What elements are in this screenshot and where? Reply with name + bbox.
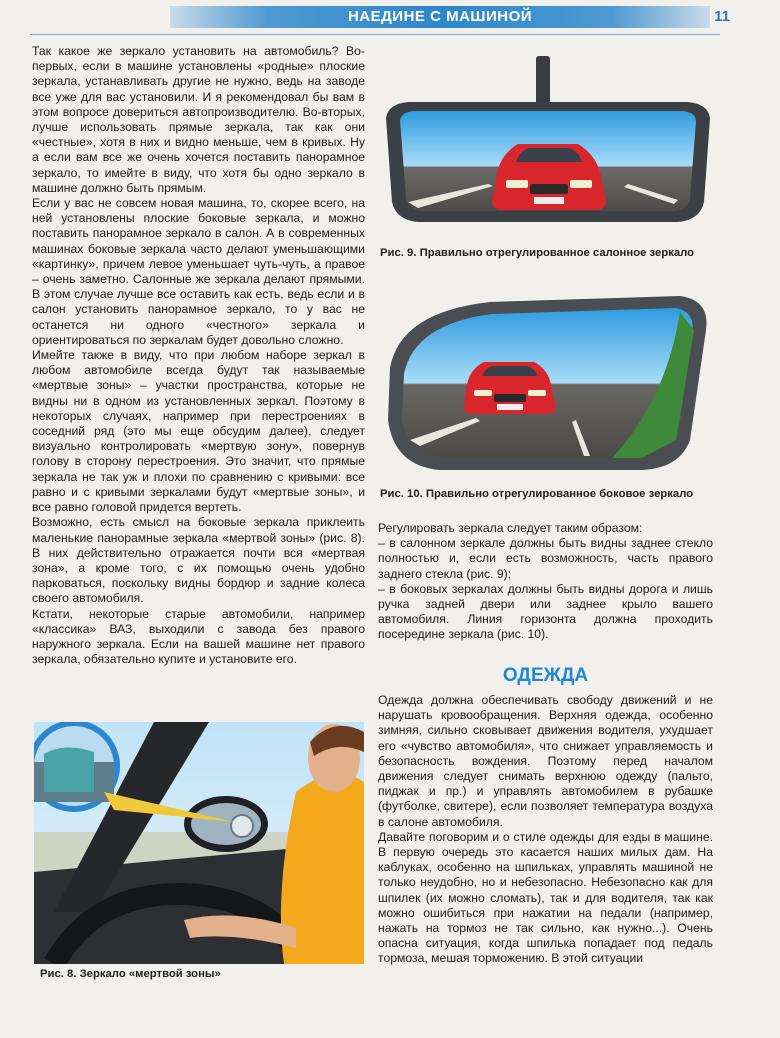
figure-8-caption: Рис. 8. Зеркало «мертвой зоны»	[40, 968, 221, 980]
paragraph: Если у вас не совсем новая машина, то, скорее всего, на ней установлены плоские боковые зеркала, и можно поставить панорамное зеркало в салон. А в современных машинах боковые зеркала часто делают уменьшающими «картинку», причем левое уменьшает чуть-чуть, а правое – очень заметно. Салонные же зеркала делают прямыми. В этом случае лучше все оставить как есть, ведь если и в салон установить панорамное зеркало, то у вас не останется ни одного «честного» зеркала и ориентироваться по зеркалам будет довольно сложно.	[32, 196, 365, 347]
page-header	[0, 0, 780, 34]
paragraph: – в салонном зеркале должны быть видны заднее стекло полностью и, если есть возможность, часть правого заднего стекла (рис. 9);	[378, 536, 713, 581]
header-divider	[30, 34, 720, 35]
paragraph: Кстати, некоторые старые автомобили, например «классика» ВАЗ, выходили с завода без правого наружного зеркала. Если на вашей машине нет правого зеркала, обязательно купите и установите его.	[32, 606, 365, 667]
figure-9-caption: Рис. 9. Правильно отрегулированное салонное зеркало	[380, 247, 695, 259]
paragraph: Регулировать зеркала следует таким образом:	[378, 521, 643, 535]
figure-9-interior-mirror	[378, 52, 718, 232]
mirror-stem	[536, 56, 550, 108]
paragraph: Давайте поговорим и о стиле одежды для езды в машине. В первую очередь это касается наших милых дам. На каблуках, особенно на шпильках, управлять машиной не только неудобно, но и небезопасно. Небезопасно как для шпилек (их можно сломать), так и для водителя, так как можно ошибиться при нажатии на педали (например, нажать на тормоз не так сильно, как нужно...). Очень опасна ситуация, когда шпилька попадает под педаль тормоза, мешая торможению. В этой ситуации	[378, 829, 713, 966]
right-column-text-a	[378, 521, 713, 643]
section-heading: ОДЕЖДА	[502, 665, 589, 686]
paragraph: Одежда должна обеспечивать свободу движений и не нарушать кровообращения. Верхняя одежда, особенно зимняя, сильно сковывает движения водителя, ухудшает его «чувство автомобиля», что снижает управляемость и безопасность вождения. Поэтому перед началом движения следует снимать верхнюю одежду (пальто, пиджак и пр.) и управлять автомобилем в рубашке (футболке, свитере), если позволяет температура воздуха в салоне автомобиля.	[378, 693, 713, 829]
red-car	[492, 144, 606, 210]
paragraph: Так какое же зеркало установить на автомобиль? Во-первых, если в машине установлены «родные» плоские зеркала, устанавливать другие не нужно, ведь на заводе все уже для вас установили. И я рекомендовал бы вам в этом вопросе довериться автопроизводителю. Во-вторых, лучше использовать прямые зеркала, так как они «честные», хотя в них и видно меньше, чем в кривых. Ну а если вам все же очень хочется поставить панорамное зеркало, то имейте в виду, что хотя бы одно зеркало в машине должно быть прямым.	[32, 44, 365, 195]
blind-spot-mirror	[231, 815, 253, 837]
paragraph: Возможно, есть смысл на боковые зеркала приклеить маленькие панорамные зеркала «мертвой зоны» (рис. 8). В них действительно отражается почти вся «мертвая зона», а кроме того, с их помощью очень удобно парковаться, поскольку видны бордюр и задние колеса своего автомобиля.	[32, 515, 365, 606]
figure-8-blind-spot-mirror	[34, 722, 364, 964]
header-bar	[170, 6, 710, 28]
figure-10-caption: Рис. 10. Правильно отрегулированное боковое зеркало	[380, 488, 694, 500]
figure-10-side-mirror	[380, 290, 715, 475]
page-number: 11	[714, 8, 730, 25]
red-car	[464, 362, 556, 414]
side-mirror	[184, 796, 268, 852]
paragraph: Имейте также в виду, что при любом наборе зеркал в любом автомобиле всегда будут так называемые «мертвые зоны» – участки пространства, которые не видны ни в одном из установленных зеркал. Поэтому в некоторых случаях, например при перестроениях в соседний ряд (это мы еще обсудим далее), следует визуально контролировать «мертвую зону», повернув голову в сторону перестроения. Это значит, что прямые зеркала не так уж и плохи по сравнению с кривыми: все равно и с кривыми зеркалами будут «мертвые зоны», и все равно головой придется вертеть.	[32, 348, 365, 515]
right-column-text-b	[378, 693, 713, 967]
paragraph: – в боковых зеркалах должны быть видны дорога и лишь ручка задней двери или заднее крыло вашего автомобиля. Линия горизонта должна проходить посередине зеркала (рис. 10).	[378, 581, 713, 642]
left-column-text	[32, 44, 365, 667]
chapter-title: НАЕДИНЕ С МАШИНОЙ	[347, 8, 533, 25]
